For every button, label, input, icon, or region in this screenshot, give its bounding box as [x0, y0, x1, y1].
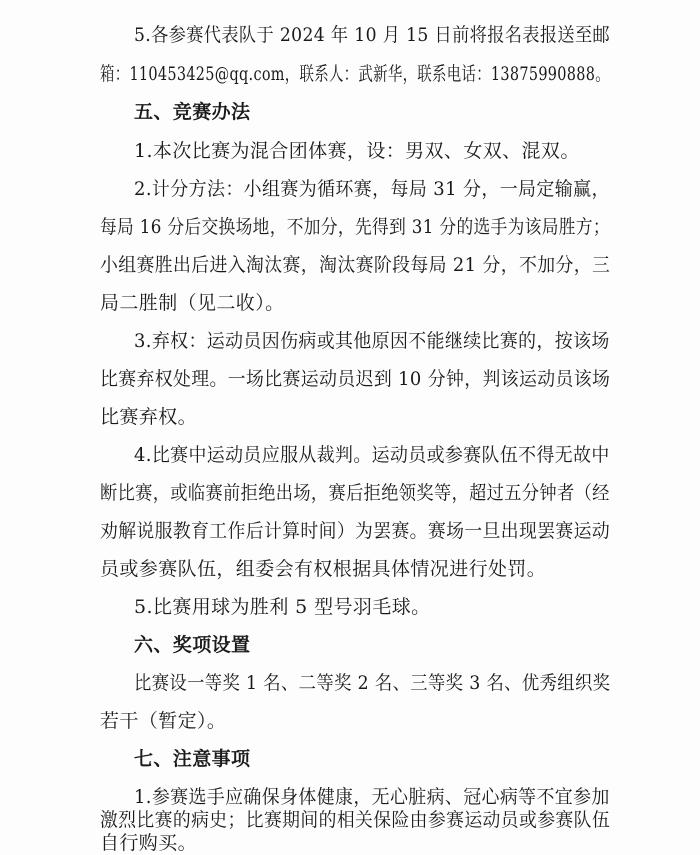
paragraph-scoring-method-cont: 每局 16 分后交换场地，不加分，先得到 31 分的选手为该局胜方； [100, 216, 610, 238]
paragraph-scoring-method-cont: 小组赛胜出后进入淘汰赛，淘汰赛阶段每局 21 分，不加分，三 [100, 254, 611, 276]
paragraph-health-notice-cont: 激烈比赛的病史；比赛期间的相关保险由参赛运动员或参赛队伍 [100, 809, 611, 831]
paragraph-forfeit-cont: 比赛弃权处理。一场比赛运动员迟到 10 分钟，判该运动员该场 [100, 368, 611, 390]
paragraph-competition-format: 1.本次比赛为混合团体赛，设：男双、女双、混双。 [134, 140, 580, 162]
paragraph-health-notice: 1.参赛选手应确保身体健康，无心脏病、冠心病等不宜参加 [134, 786, 610, 808]
paragraph-contact-info: 箱：110453425@qq.com，联系人：武新华，联系电话：13875990888。 [100, 63, 610, 85]
paragraph-referee-rules-cont: 断比赛，或临赛前拒绝出场，赛后拒绝领奖等，超过五分钟者（经 [100, 482, 610, 504]
paragraph-scoring-method: 2.计分方法：小组赛为循环赛，每局 31 分，一局定输赢， [134, 178, 610, 200]
paragraph-registration-deadline: 5.各参赛代表队于 2024 年 10 月 15 日前将报名表报送至邮 [134, 24, 611, 46]
paragraph-forfeit: 3.弃权：运动员因伤病或其他原因不能继续比赛的，按该场 [134, 330, 610, 352]
paragraph-referee-rules-cont: 员或参赛队伍，组委会有权根据具体情况进行处罚。 [100, 558, 547, 580]
paragraph-referee-rules-cont: 劝解说服教育工作后计算时间）为罢赛。赛场一旦出现罢赛运动 [100, 520, 611, 542]
paragraph-referee-rules: 4.比赛中运动员应服从裁判。运动员或参赛队伍不得无故中 [134, 444, 610, 466]
paragraph-forfeit-cont: 比赛弃权。 [100, 406, 198, 428]
paragraph-shuttlecock: 5.比赛用球为胜利 5 型号羽毛球。 [134, 596, 431, 618]
paragraph-awards: 比赛设一等奖 1 名、二等奖 2 名、三等奖 3 名、优秀组织奖 [134, 672, 611, 694]
paragraph-awards-cont: 若干（暂定）。 [100, 710, 227, 732]
section-heading-competition-method: 五、竞赛办法 [134, 101, 251, 123]
paragraph-health-notice-cont: 自行购买。 [100, 832, 198, 854]
paragraph-scoring-method-cont: 局二胜制（见二收）。 [100, 292, 285, 314]
section-heading-awards: 六、奖项设置 [134, 634, 251, 656]
section-heading-notes: 七、注意事项 [134, 748, 251, 770]
